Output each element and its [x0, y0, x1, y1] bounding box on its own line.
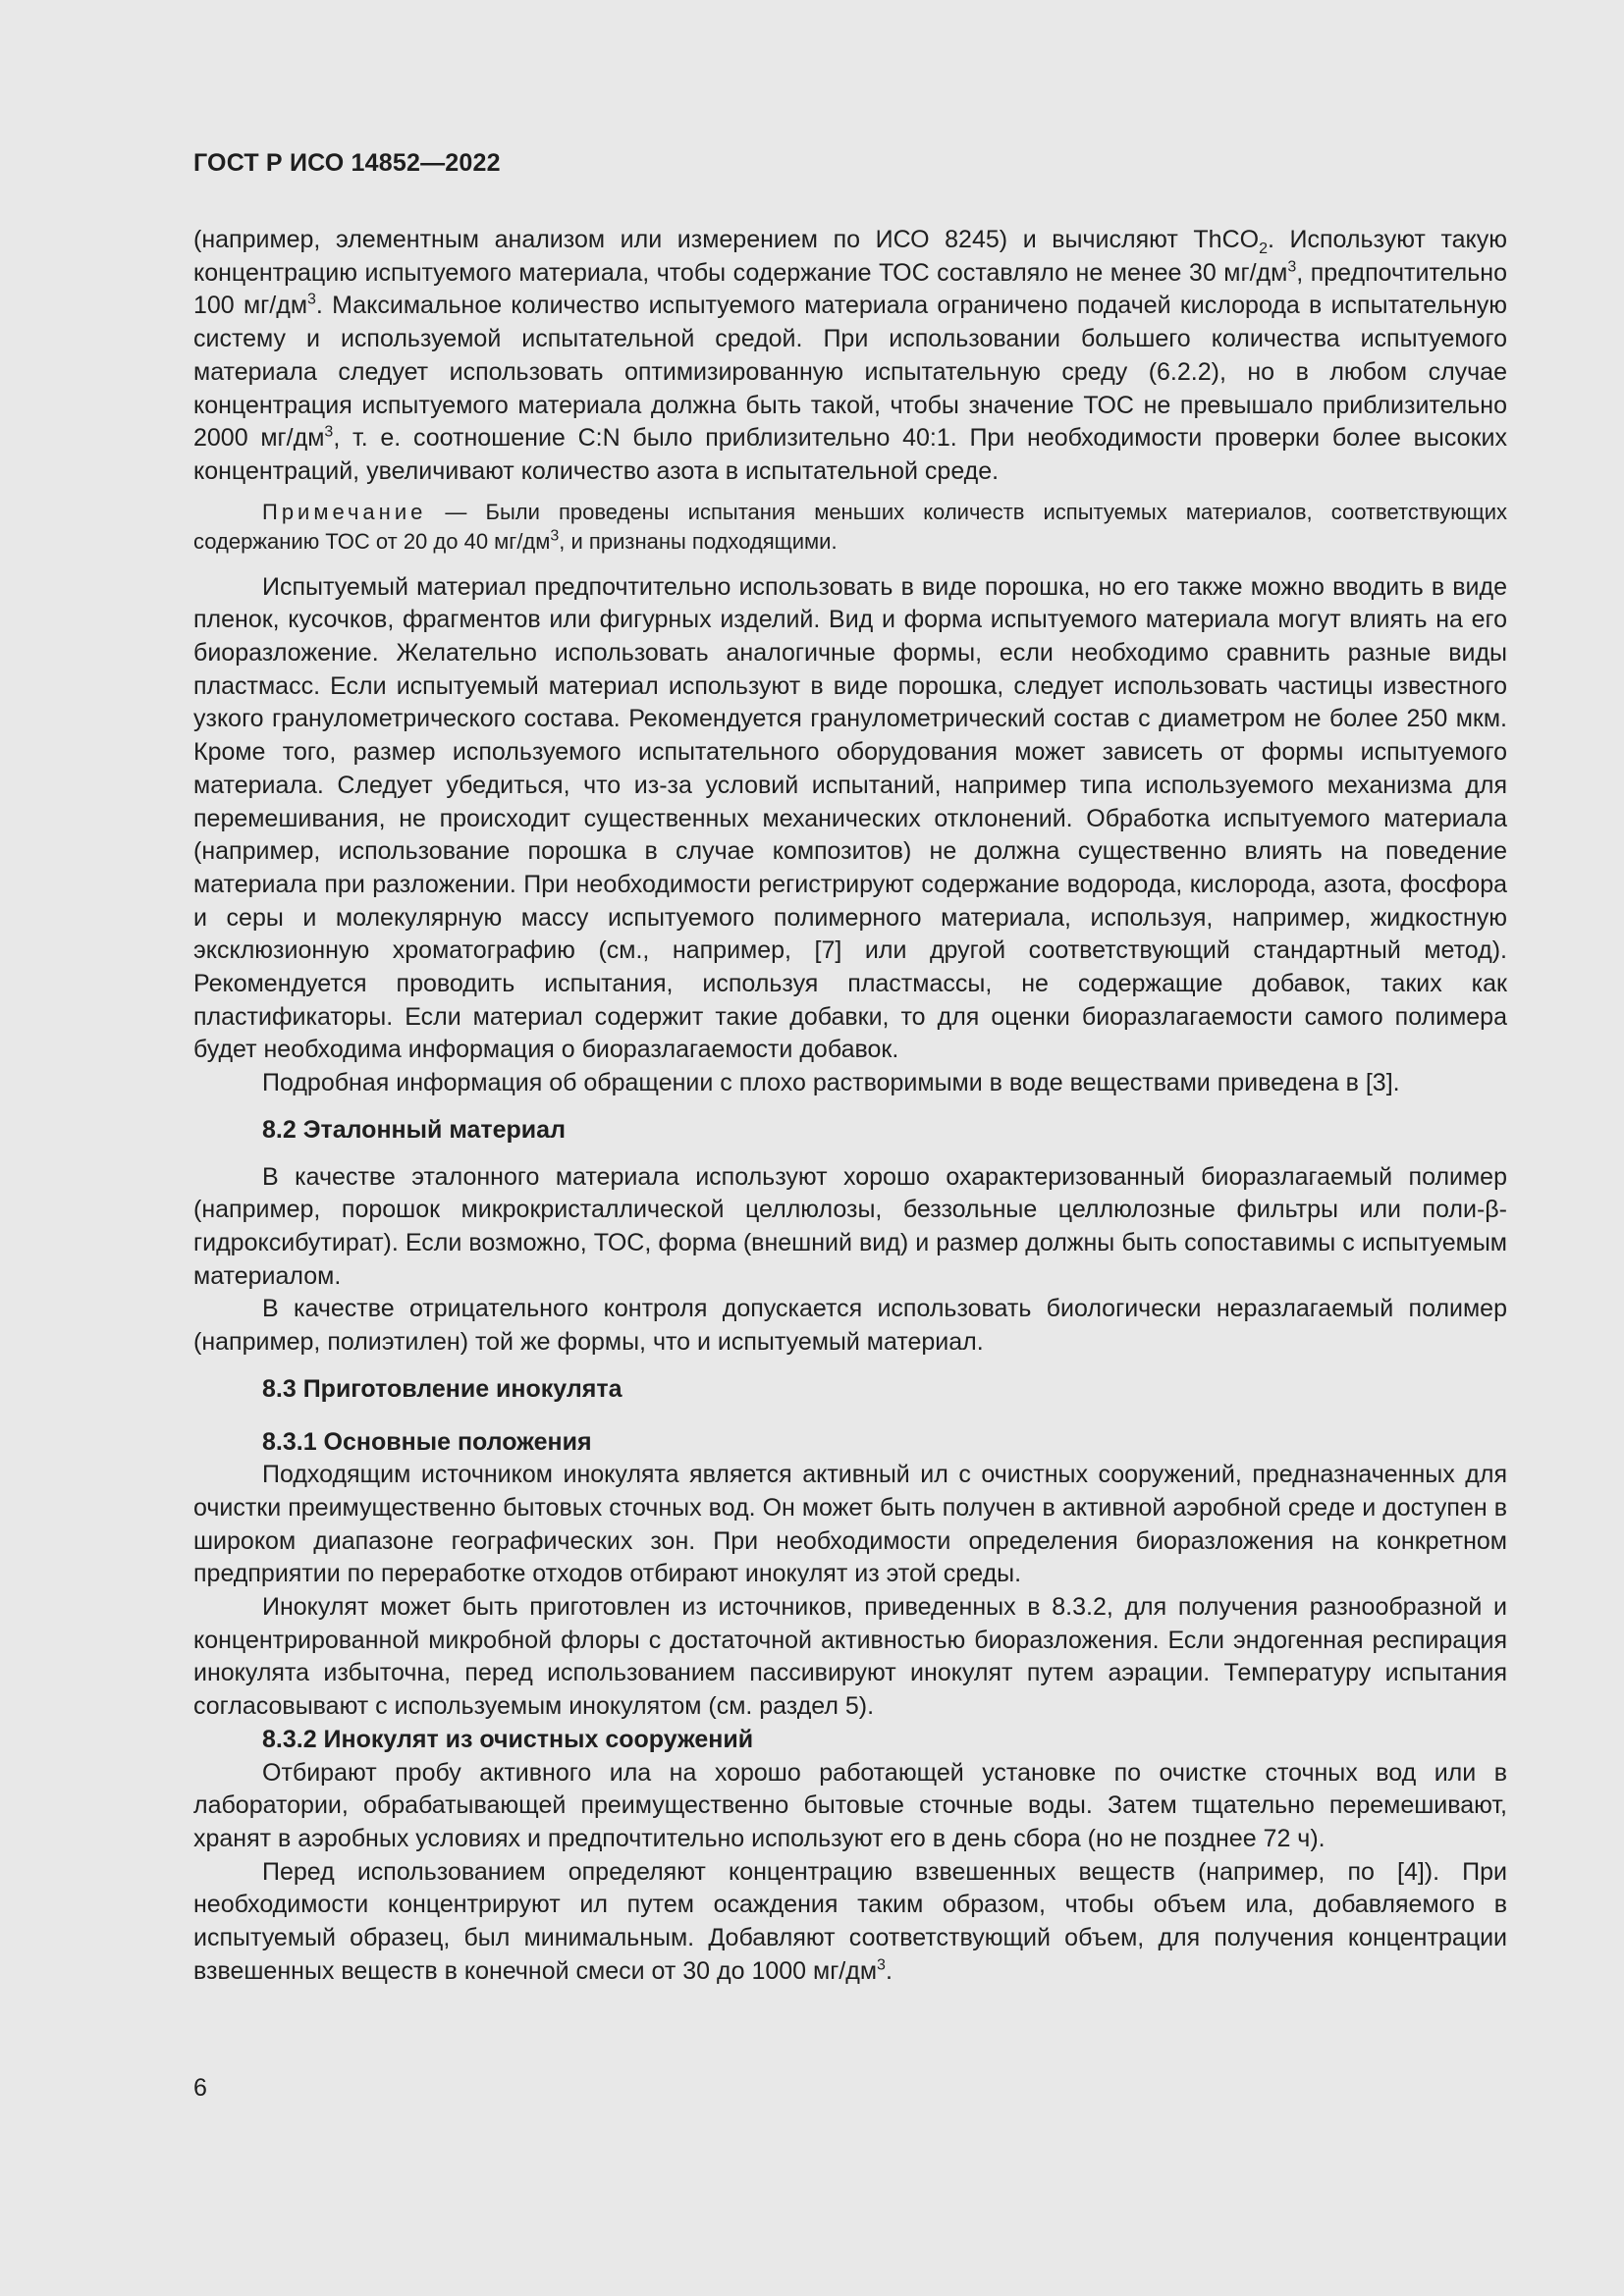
paragraph-test-material-form: Испытуемый материал предпочтительно использовать в виде порошка, но его также можно вводить в виде пленок, кусочков, фрагментов или фигурных изделий. Вид и форма испытуемого материала могут влиять на его биоразложение. Желательно использовать аналогичные формы, если необходимо сравнить разные виды пластмасс. Если испытуемый материал используют в виде порошка, следует использовать частицы известного узкого гранулометрического состава. Рекомендуется гранулометрический состав с диаметром не более 250 мкм. Кроме того, размер используемого испытательного оборудования может зависеть от формы испытуемого материала. Следует убедиться, что из-за условий испытаний, например типа используемого механизма для перемешивания, не происходит существенных механических отклонений. Обработка испытуемого материала (например, использование порошка в случае композитов) не должна существенно влиять на поведение материала при разложении. При необходимости регистрируют содержание водорода, кислорода, азота, фосфора и серы и молекулярную массу испытуемого полимерного материала, используя, например, жидкостную эксклюзионную хроматографию (см., например, [7] или другой соответствующий стандартный метод). Рекомендуется проводить испытания, используя пластмассы, не содержащие добавок, таких как пластификаторы. Если материал содержит такие добавки, то для оценки биоразлагаемости самого полимера будет необходима информация о биоразлагаемости добавок. — [193, 572, 1507, 1064]
document-body — [193, 224, 1507, 1988]
paragraph-suspended-solids: Перед использованием определяют концентрацию взвешенных веществ (например, по [4]). При необходимости концентрируют ил путем осаждения таким образом, чтобы объем ила, добавляемого в испытуемый образец, был минимальным. Добавляют соответствующий объем, для получения концентрации взвешенных веществ в конечной смеси от 30 до 1000 $мг/дм^3$. — [193, 1857, 1507, 1985]
paragraph-sampling: Отбирают пробу активного ила на хорошо работающей установке по очистке сточных вод или в лаборатории, обрабатывающей преимущественно бытовые сточные воды. Затем тщательно перемешивают, хранят в аэробных условиях и предпочтительно используют его в день сбора (но не позднее 72 ч). — [193, 1758, 1507, 1852]
paragraph-inoculum-source: Подходящим источником инокулята является активный ил с очистных сооружений, предназначенных для очистки преимущественно бытовых сточных вод. Он может быть получен в активной аэробной среде и доступен в широком диапазоне географических зон. При необходимости определения биоразложения на конкретном предприятии по переработке отходов отбирают инокулят из этой среды. — [193, 1461, 1507, 1588]
paragraph-test-material-concentration: (например, элементным анализом или измерением по ИСО 8245) и вычисляют ThCO$_2$. Используют такую концентрацию испытуемого материала, чтобы содержание ТОС составляло не менее 30 $мг/дм^3$, предпочтительно 100 $мг/дм^3$. Максимальное количество испытуемого материала ограничено подачей кислорода в испытательную систему и используемой испытательной средой. При использовании большего количества испытуемого материала следует использовать оптимизированную испытательную среду (6.2.2), но в любом случае концентрация испытуемого материала должна быть такой, чтобы значение ТОС не превышало приблизительно 2000 $мг/дм^3$, т. е. соотношение C:N было приблизительно 40:1. При необходимости проверки более высоких концентраций, увеличивают количество азота в испытательной среде. — [193, 226, 1508, 485]
page-number: 6 — [193, 2074, 207, 2102]
document-header: ГОСТ Р ИСО 14852—2022 — [193, 149, 501, 177]
paragraph-poorly-soluble: Подробная информация об обращении с плохо растворимыми в воде веществами приведена в [3]. — [262, 1069, 1400, 1097]
paragraph-inoculum-preparation: Инокулят может быть приготовлен из источников, приведенных в 8.3.2, для получения разнообразной и концентрированной микробной флоры с достаточной активностью биоразложения. Если эндогенная респирация инокулята избыточна, перед использованием пассивируют инокулят путем аэрации. Температуру испытания согласовывают с используемым инокулятом (см. раздел 5). — [193, 1593, 1507, 1721]
paragraph-reference-material: В качестве эталонного материала используют хорошо охарактеризованный биоразлагаемый полимер (например, порошок микрокристаллической целлюлозы, беззольные целлюлозные фильтры или поли-β-гидроксибутират). Если возможно, ТОС, форма (внешний вид) и размер должны быть сопоставимы с испытуемым материалом. — [193, 1162, 1507, 1290]
paragraph-negative-control: В качестве отрицательного контроля допускается использовать биологически неразлагаемый полимер (например, полиэтилен) той же формы, что и испытуемый материал. — [193, 1295, 1507, 1357]
section-heading-8-3-1: 8.3.1 Основные положения — [262, 1427, 592, 1456]
section-heading-8-3-2: 8.3.2 Инокулят из очистных сооружений — [262, 1725, 754, 1753]
section-heading-8-2: 8.2 Эталонный материал — [262, 1115, 566, 1144]
section-heading-8-3: 8.3 Приготовление инокулята — [262, 1374, 623, 1403]
note-label: Примечание — [262, 499, 427, 524]
note-paragraph: Примечание — Были проведены испытания меньших количеств испытуемых материалов, соответствующих содержанию ТОС от 20 до 40 $мг/дм^3$, и признаны подходящими. — [193, 499, 1507, 554]
